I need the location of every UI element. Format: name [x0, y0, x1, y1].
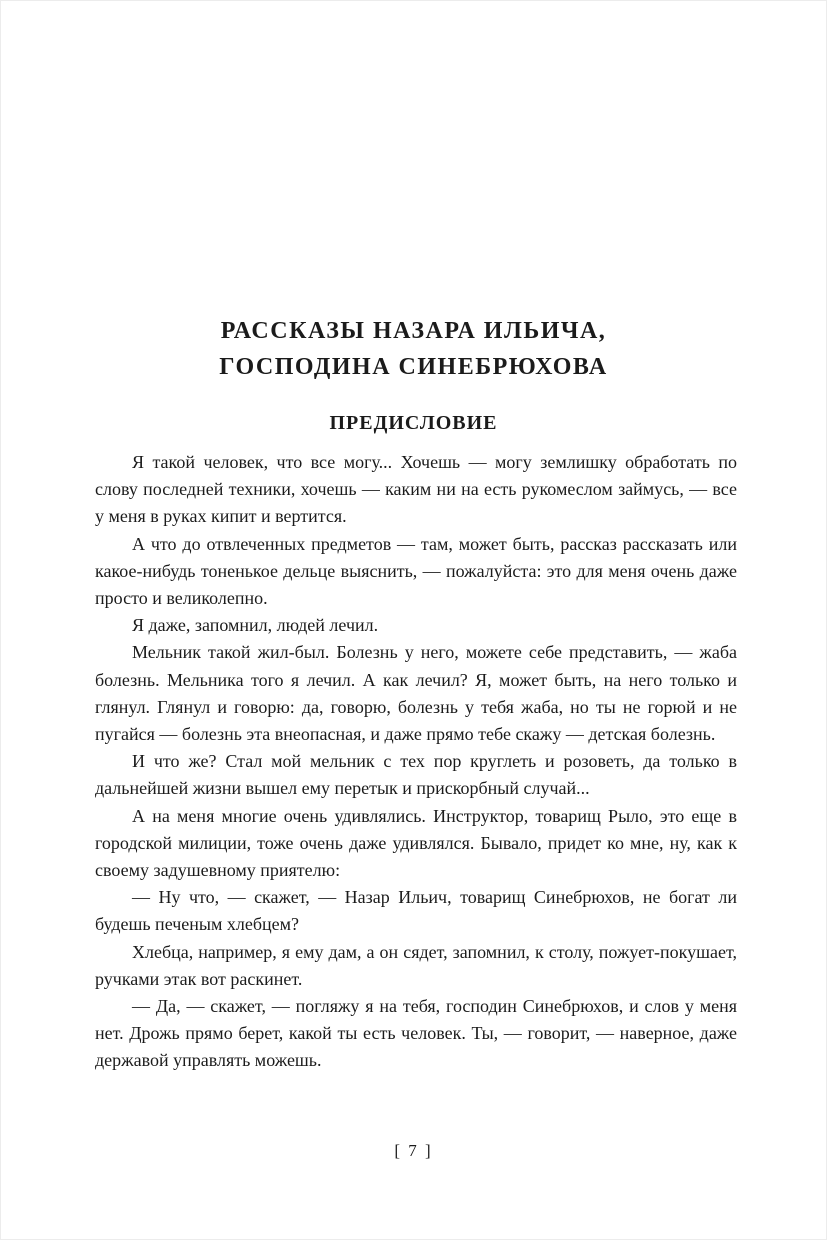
body-text [95, 449, 737, 1075]
paragraph: — Да, — скажет, — погляжу я на тебя, господин Синебрюхов, и слов у меня нет. Дрожь прямо берет, какой ты есть человек. Ты, — говорит, — наверное, даже державой управлять можешь. [95, 996, 737, 1071]
page-number: [ 7 ] [394, 1141, 433, 1160]
chapter-heading: ПРЕДИСЛОВИЕ [329, 412, 498, 434]
section-title-line-2: ГОСПОДИНА СИНЕБРЮХОВА [219, 354, 608, 380]
paragraph: А на меня многие очень удивлялись. Инструктор, товарищ Рыло, это еще в городской милиции, тоже очень даже удивлялся. Бывало, придет ко мне, ну, как к своему задушевному приятелю: [95, 805, 737, 881]
section-title-line-1: РАССКАЗЫ НАЗАРА ИЛЬИЧА, [220, 318, 607, 344]
section-title [1, 313, 826, 385]
paragraph: И что же? Стал мой мельник с тех пор круглеть и розоветь, да только в дальнейшей жизни вышел ему перетык и прискорбный случай... [95, 751, 737, 799]
paragraph: Я такой человек, что все могу... Хочешь — могу землишку обработать по слову последней техники, хочешь — каким ни на есть рукомеслом займусь, — все у меня в руках кипит и вертится. [95, 452, 737, 527]
paragraph: — Ну что, — скажет, — Назар Ильич, товарищ Синебрюхов, не богат ли будешь печеным хлебцем? [95, 887, 737, 935]
paragraph: Хлебца, например, я ему дам, а он сядет, запомнил, к столу, пожует-покушает, ручками этак вот раскинет. [95, 941, 737, 989]
paragraph: Я даже, запомнил, людей лечил. [132, 615, 379, 636]
paragraph: Мельник такой жил-был. Болезнь у него, можете себе представить, — жаба болезнь. Мельника того я лечил. А как лечил? Я, может быть, на него только и глянул. Глянул и говорю: да, говорю, болезнь у тебя жаба, но ты не горюй и не пугайся — болезнь эта внеопасная, и даже прямо тебе скажу — детская болезнь. [95, 642, 737, 745]
paragraph: А что до отвлеченных предметов — там, может быть, рассказ рассказать или какое-нибудь тоненькое дельце выяснить, — пожалуйста: это для меня очень даже просто и великолепно. [95, 533, 737, 609]
